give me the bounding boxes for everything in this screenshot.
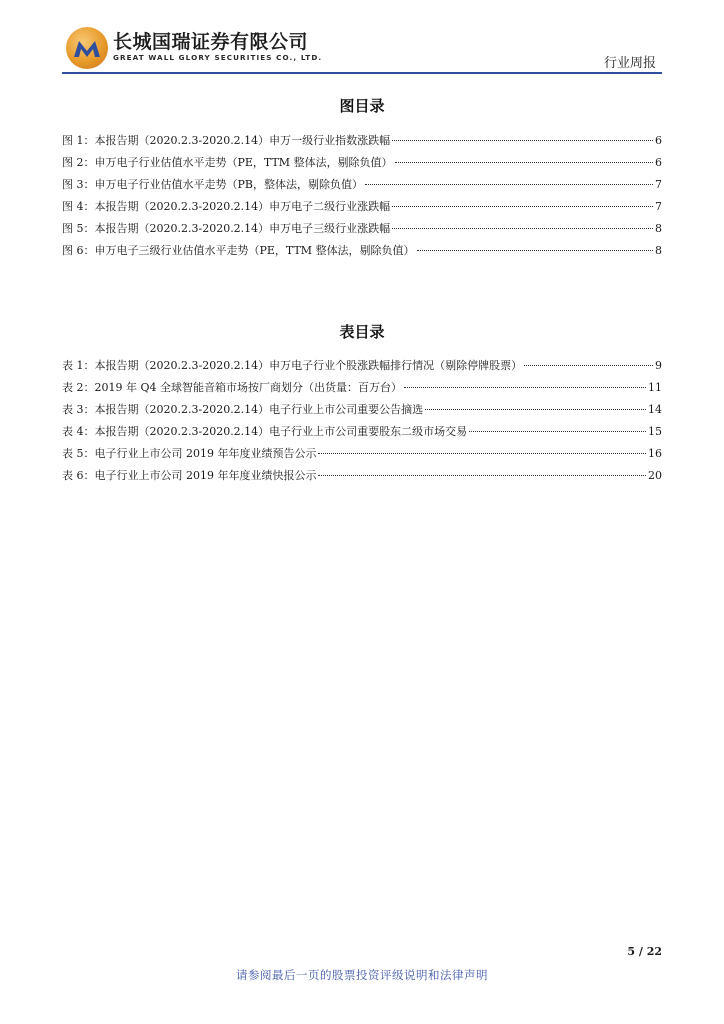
toc-leader <box>417 250 653 251</box>
toc-leader <box>392 140 653 141</box>
toc-entry[interactable] <box>62 357 662 379</box>
toc-entry-label: 图 3：申万电子行业估值水平走势（PB，整体法，剔除负值） <box>62 178 363 191</box>
toc-entry-page: 15 <box>648 425 662 438</box>
toc-leader <box>469 431 646 432</box>
report-type: 行业周报 <box>603 56 656 71</box>
toc-entry-page: 8 <box>655 222 662 235</box>
toc-entry[interactable] <box>62 132 662 154</box>
toc-entry-label: 表 5：电子行业上市公司 2019 年年度业绩预告公示 <box>62 447 317 460</box>
toc-entry-label: 图 5：本报告期（2020.2.3-2020.2.14）申万电子三级行业涨跌幅 <box>62 222 391 235</box>
toc-entry-label: 表 6：电子行业上市公司 2019 年年度业绩快报公示 <box>62 469 317 482</box>
toc-entry-page: 7 <box>655 200 662 213</box>
toc-entry-label: 表 4：本报告期（2020.2.3-2020.2.14）电子行业上市公司重要股东二级市场交易 <box>62 425 468 438</box>
toc-entry[interactable] <box>62 445 662 467</box>
toc-entry-label: 图 6：申万电子三级行业估值水平走势（PE，TTM 整体法，剔除负值） <box>62 244 415 257</box>
great-wall-logo-icon <box>66 27 108 69</box>
toc-entry-page: 9 <box>655 359 662 372</box>
toc-entry-label: 表 1：本报告期（2020.2.3-2020.2.14）申万电子行业个股涨跌幅排行情况（剔除停牌股票） <box>62 359 523 372</box>
toc-entry-label: 图 4：本报告期（2020.2.3-2020.2.14）申万电子二级行业涨跌幅 <box>62 200 391 213</box>
page-number: 5 / 22 <box>627 945 662 958</box>
toc-leader <box>318 475 646 476</box>
toc-entry-page: 11 <box>648 381 662 394</box>
tables-list <box>62 357 662 489</box>
toc-leader <box>392 206 653 207</box>
company-name-cn: 长城国瑞证券有限公司 <box>113 31 309 53</box>
toc-entry[interactable] <box>62 467 662 489</box>
toc-entry-page: 8 <box>655 244 662 257</box>
figures-title: 图目录 <box>339 97 385 115</box>
toc-leader <box>395 162 653 163</box>
toc-entry[interactable] <box>62 154 662 176</box>
toc-entry[interactable] <box>62 198 662 220</box>
toc-leader <box>524 365 653 366</box>
toc-entry[interactable] <box>62 220 662 242</box>
toc-entry-page: 14 <box>648 403 662 416</box>
toc-entry-page: 7 <box>655 178 662 191</box>
toc-entry-label: 表 3：本报告期（2020.2.3-2020.2.14）电子行业上市公司重要公告摘选 <box>62 403 424 416</box>
header-rule <box>62 72 662 74</box>
company-name-en: GREAT WALL GLORY SECURITIES CO., LTD. <box>113 53 323 62</box>
toc-entry[interactable] <box>62 242 662 264</box>
toc-entry-page: 6 <box>655 134 662 147</box>
toc-entry-page: 16 <box>648 447 662 460</box>
toc-entry[interactable] <box>62 401 662 423</box>
toc-leader <box>392 228 653 229</box>
figures-list <box>62 132 662 264</box>
toc-entry[interactable] <box>62 379 662 401</box>
toc-entry[interactable] <box>62 176 662 198</box>
toc-entry-label: 图 1：本报告期（2020.2.3-2020.2.14）申万一级行业指数涨跌幅 <box>62 134 391 147</box>
tables-title: 表目录 <box>339 323 385 341</box>
toc-entry[interactable] <box>62 423 662 445</box>
toc-leader <box>318 453 646 454</box>
toc-leader <box>425 409 646 410</box>
toc-entry-page: 20 <box>648 469 662 482</box>
toc-leader <box>404 387 646 388</box>
toc-leader <box>365 184 653 185</box>
toc-entry-page: 6 <box>655 156 662 169</box>
legal-disclaimer[interactable]: 请参阅最后一页的股票投资评级说明和法律声明 <box>236 968 488 982</box>
toc-entry-label: 表 2：2019 年 Q4 全球智能音箱市场按厂商划分（出货量：百万台） <box>62 381 402 394</box>
toc-entry-label: 图 2：申万电子行业估值水平走势（PE，TTM 整体法，剔除负值） <box>62 156 393 169</box>
